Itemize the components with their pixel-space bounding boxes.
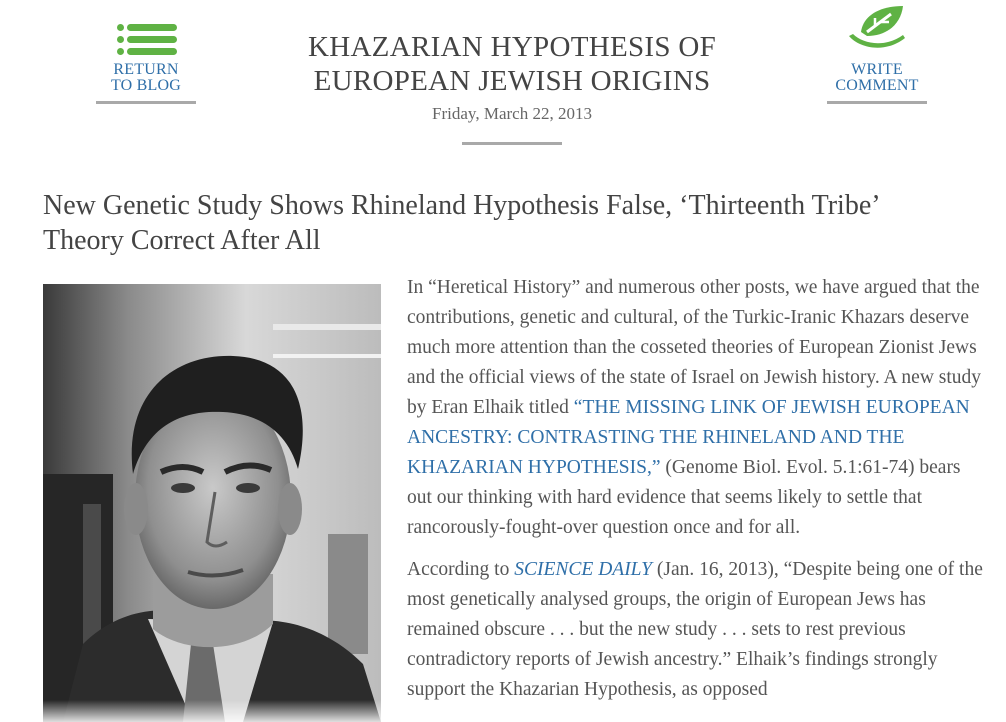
write-label-line2[interactable]: COMMENT [835,77,919,94]
author-portrait-photo [43,284,381,722]
list-icon[interactable] [117,24,177,56]
return-to-blog-link[interactable] [96,0,196,104]
title-underline [462,142,562,145]
write-leaf-icon[interactable] [845,2,911,56]
p2-text-start: According to [407,559,515,580]
p1-text-end: (Genome Biol. Evol. 5.1:61-74) bears out our thinking with hard evidence that seems likely to settle that rancorously-fought-over question once and for all. [407,457,961,538]
article-title [43,188,993,258]
write-label-line1[interactable]: WRITE [851,61,903,78]
blog-title [262,30,762,98]
write-comment-link[interactable] [827,0,927,104]
portrait-image [43,284,381,722]
article-title-line1: New Genetic Study Shows Rhineland Hypothesis False, ‘Thirteenth Tribe’ [43,190,881,221]
p1-text-start: In “Heretical History” and numerous other posts, we have argued that the contributions, genetic and cultural, of the Turkic-Iranic Khazars deserve much more attention than the cosseted theories of European Zionist Jews and the official views of the state of Israel on Jewish history. A new study by Eran Elhaik titled [407,277,982,418]
science-daily-link[interactable]: SCIENCE DAILY [514,559,652,580]
return-label-line1[interactable]: RETURN [113,61,179,78]
post-date: Friday, March 22, 2013 [432,104,592,123]
return-label-line2[interactable]: TO BLOG [111,77,181,94]
p2-text-end: (Jan. 16, 2013), “Despite being one of the most genetically analysed groups, the origin of European Jews has remained obscure . . . but the new study . . . sets to rest previous contradictory reports of Jewish ancestry.” Elhaik’s findings strongly support the Khazarian Hypothesis, as opposed [407,559,983,700]
study-title-link[interactable]: “THE MISSING LINK OF JEWISH EUROPEAN ANCESTRY: CONTRASTING THE RHINELAND AND THE KHAZARIAN HYPOTHESIS,” [407,397,970,478]
blog-title-line1: KHAZARIAN HYPOTHESIS OF [307,31,717,63]
blog-title-line2: EUROPEAN JEWISH ORIGINS [313,65,711,97]
article-paragraph-2 [407,555,987,705]
return-underline [96,101,196,104]
article-body [407,273,987,717]
article-paragraph-1 [407,273,987,543]
article-title-line2: Theory Correct After All [43,225,321,256]
write-underline [827,101,927,104]
